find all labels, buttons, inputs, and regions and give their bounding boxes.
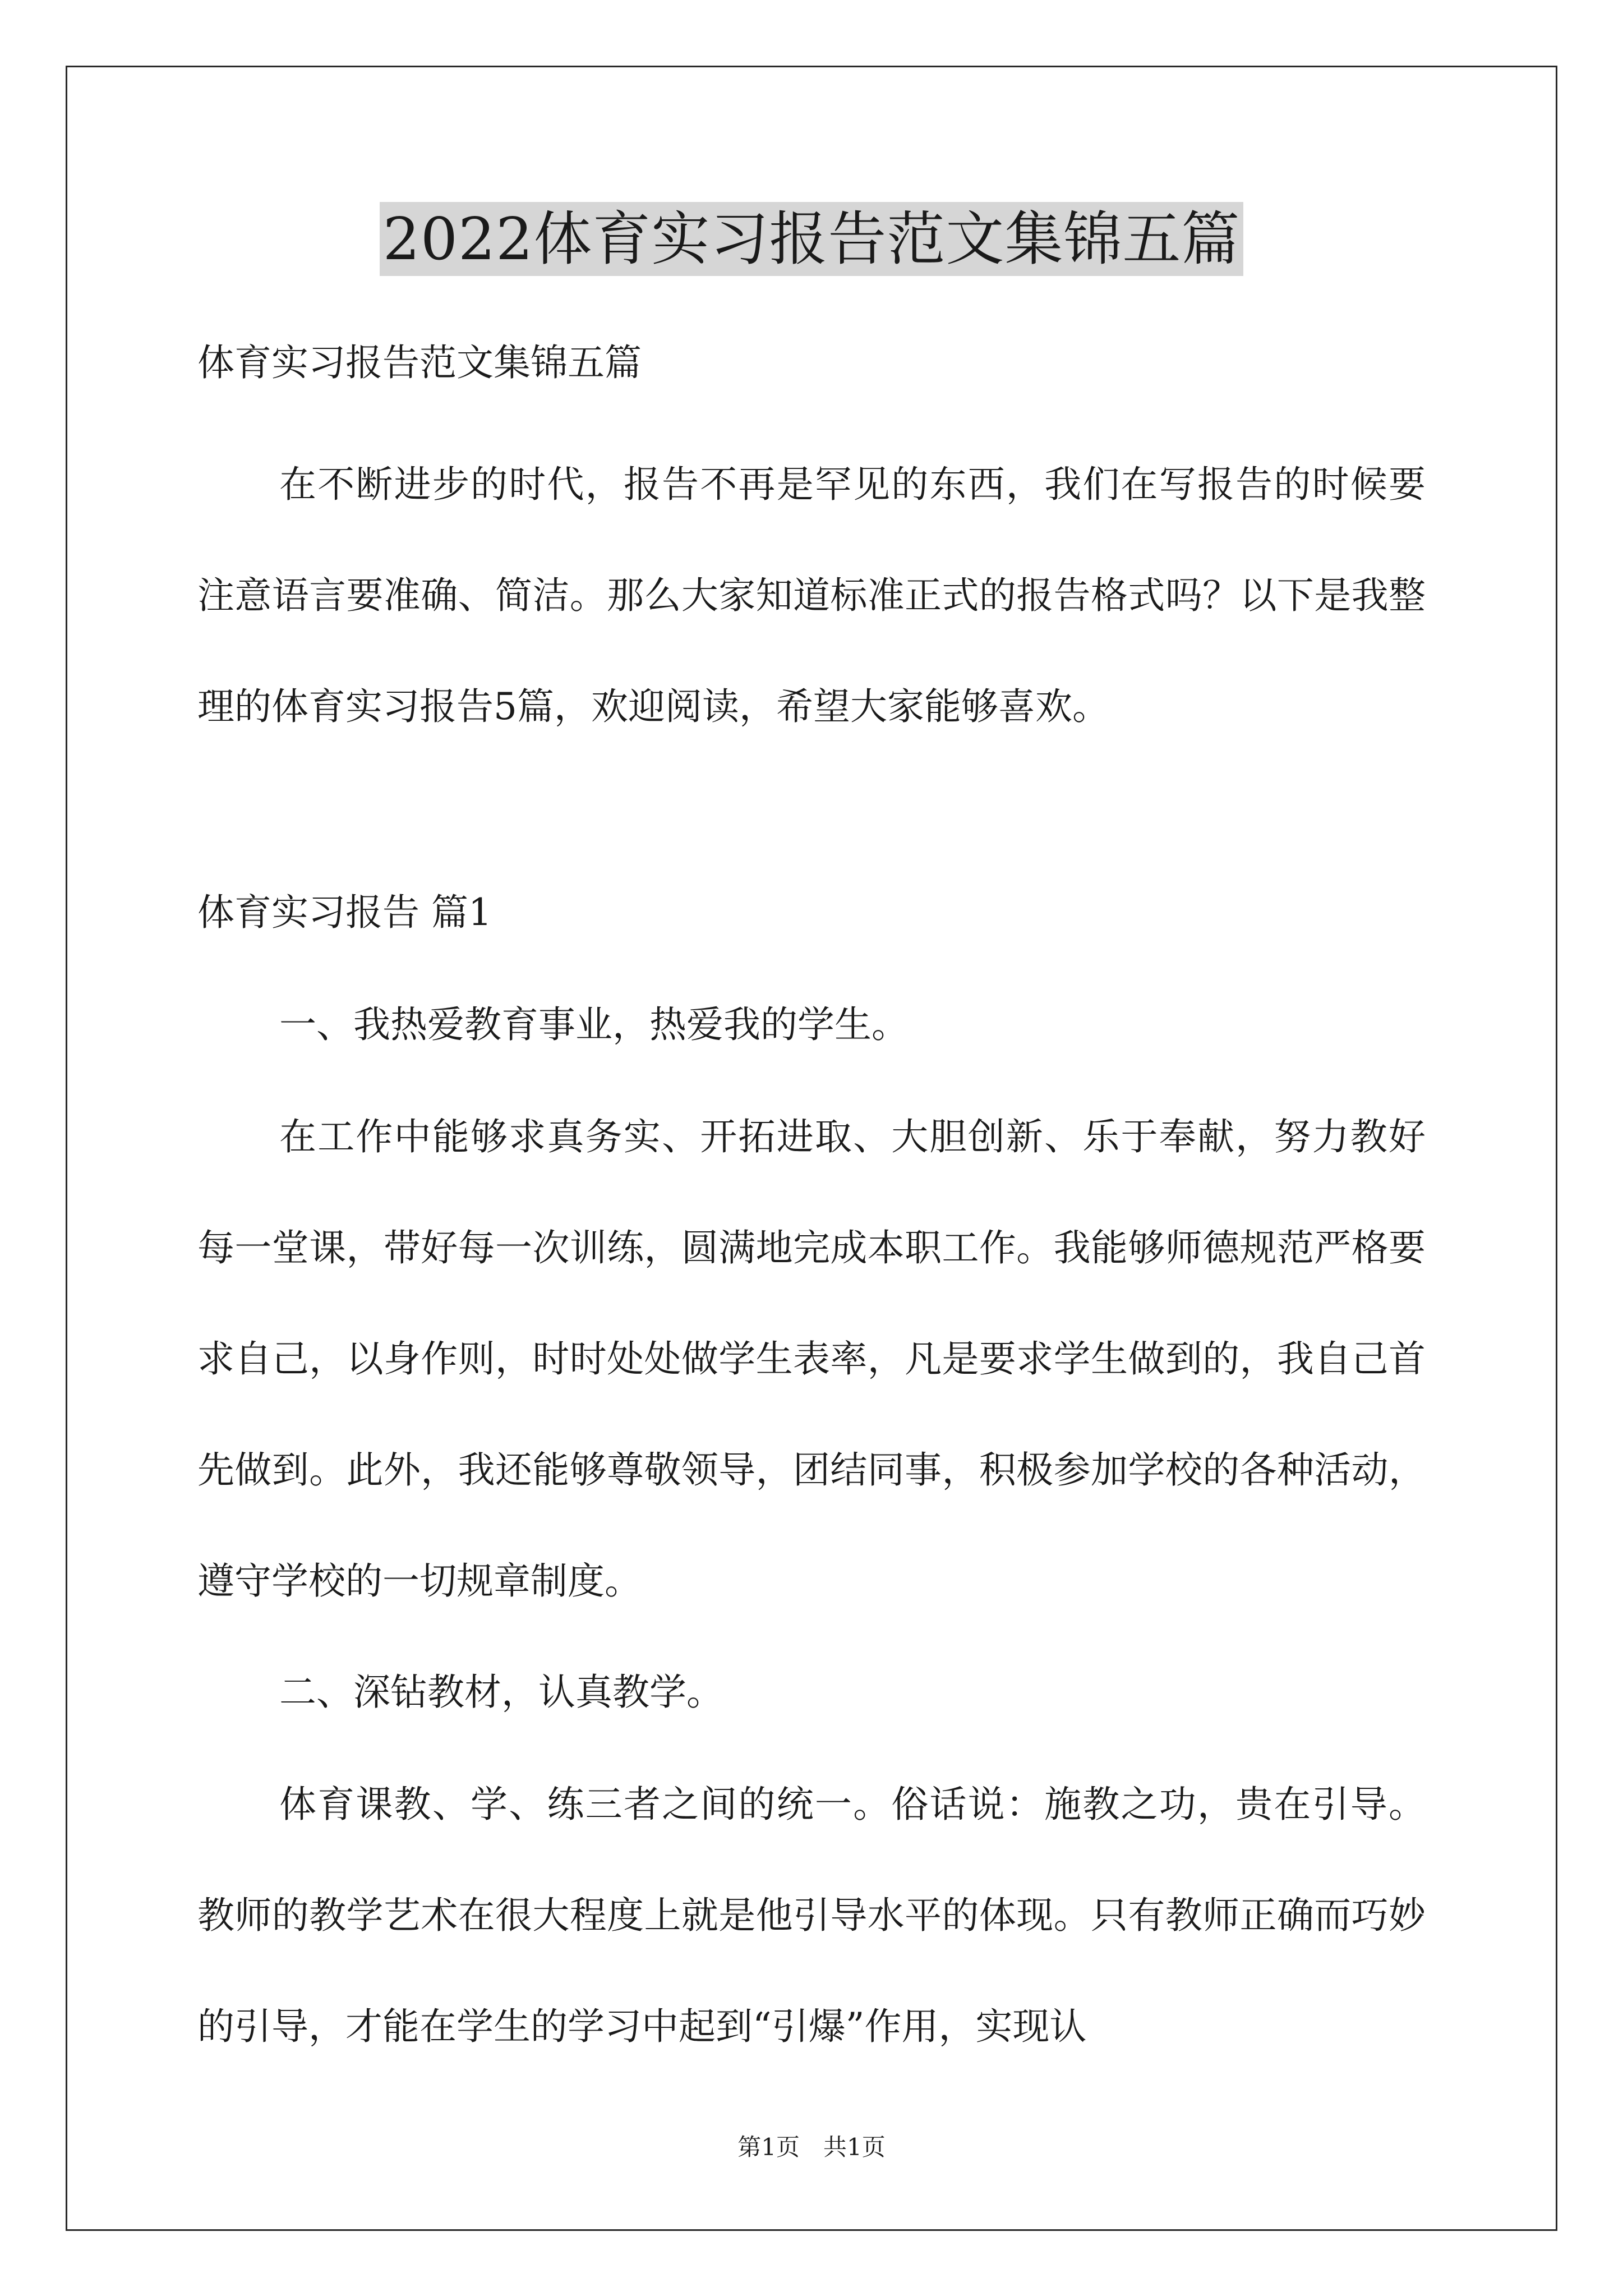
section-heading: 体育实习报告 篇1 (197, 891, 492, 934)
title-container (0, 202, 1623, 276)
point2-heading: 二、深钻教材，认真教学。 (279, 1671, 723, 1714)
point1-body: 在工作中能够求真务实、开拓进取、大胆创新、乐于奉献，努力教好每一堂课，带好每一次训练，圆满地完成本职工作。我能够师德规范严格要求自己，以身作则，时时处处做学生表率，凡是要求学生做到的，我自己首先做到。此外，我还能够尊敬领导，团结同事，积极参加学校的各种活动，遵守学校的一切规章制度。 (197, 1115, 1426, 1603)
document-subtitle: 体育实习报告范文集锦五篇 (197, 341, 642, 384)
point2-body: 体育课教、学、练三者之间的统一。俗话说：施教之功，贵在引导。教师的教学艺术在很大程度上就是他引导水平的体现。只有教师正确而巧妙的引导，才能在学生的学习中起到“引爆”作用，实现认 (197, 1783, 1426, 2048)
point1-heading: 一、我热爱教育事业，热爱我的学生。 (279, 1003, 909, 1046)
page-number: 第1页 共1页 (737, 2133, 886, 2161)
document-title: 2022体育实习报告范文集锦五篇 (380, 202, 1244, 276)
intro-paragraph: 在不断进步的时代，报告不再是罕见的东西，我们在写报告的时候要注意语言要准确、简洁。那么大家知道标准正式的报告格式吗？以下是我整理的体育实习报告5篇，欢迎阅读，希望大家能够喜欢。 (197, 463, 1426, 728)
